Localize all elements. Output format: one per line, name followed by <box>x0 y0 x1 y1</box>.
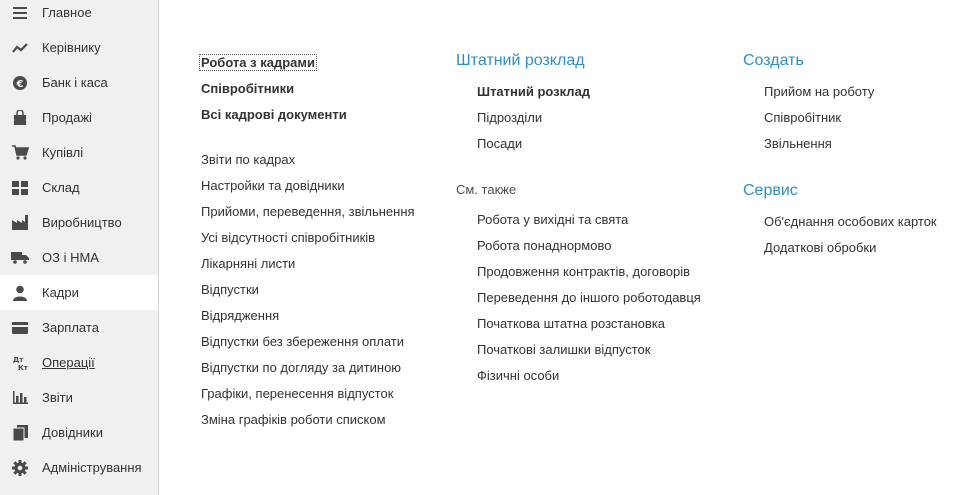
sidebar-item-purchases[interactable] <box>0 135 158 170</box>
sidebar-item-label: Продажі <box>42 110 92 125</box>
sidebar-item-operations[interactable] <box>0 345 158 380</box>
sidebar-item-hr[interactable] <box>0 275 158 310</box>
link-all-absences[interactable]: Усі відсутності співробітників <box>201 230 376 245</box>
link-departments[interactable]: Підрозділи <box>477 110 543 125</box>
link-employees[interactable]: Співробітники <box>201 81 295 96</box>
sidebar-item-salary[interactable] <box>0 310 158 345</box>
coin-icon <box>11 74 29 92</box>
link-vacations[interactable]: Відпустки <box>201 282 259 297</box>
sidebar-item-assets[interactable] <box>0 240 158 275</box>
link-contract-extension[interactable]: Продовження контрактів, договорів <box>477 264 691 279</box>
sidebar-item-label: Склад <box>42 180 80 195</box>
sidebar <box>0 0 159 495</box>
sidebar-item-label: Звіти <box>42 390 73 405</box>
sidebar-item-label: Виробництво <box>42 215 122 230</box>
link-create-hiring[interactable]: Прийом на роботу <box>764 84 875 99</box>
svg-text:€: € <box>16 78 24 90</box>
sidebar-item-main[interactable] <box>0 0 158 30</box>
sidebar-item-label: Зарплата <box>42 320 99 335</box>
link-settings-directories[interactable]: Настройки та довідники <box>201 178 345 193</box>
heading-service: Сервис <box>743 182 798 199</box>
factory-icon <box>11 214 29 232</box>
person-icon <box>11 284 29 302</box>
sidebar-item-label: Кадри <box>42 285 79 300</box>
sidebar-item-label: Операції <box>42 355 95 370</box>
hr-section-panel <box>160 0 959 495</box>
heading-create: Создать <box>743 52 804 69</box>
link-childcare-leave[interactable]: Відпустки по догляду за дитиною <box>201 360 402 375</box>
link-unpaid-leave[interactable]: Відпустки без збереження оплати <box>201 334 404 349</box>
link-hr-work[interactable]: Робота з кадрами <box>201 55 315 70</box>
link-weekend-work[interactable]: Робота у вихідні та свята <box>477 212 629 227</box>
sidebar-item-production[interactable] <box>0 205 158 240</box>
sidebar-item-label: Банк і каса <box>42 75 108 90</box>
sidebar-item-warehouse[interactable] <box>0 170 158 205</box>
sidebar-item-label: Довідники <box>42 425 103 440</box>
shopping-bag-icon <box>11 109 29 127</box>
truck-icon <box>11 249 29 267</box>
link-initial-vacation-balances[interactable]: Початкові залишки відпусток <box>477 342 651 357</box>
link-hiring-transfers-dismissals[interactable]: Прийоми, переведення, звільнення <box>201 204 415 219</box>
link-hr-reports[interactable]: Звіти по кадрах <box>201 152 296 167</box>
sidebar-item-label: ОЗ і НМА <box>42 250 99 265</box>
sidebar-item-manager[interactable] <box>0 30 158 65</box>
sidebar-item-label: Керівнику <box>42 40 101 55</box>
link-vacation-schedules[interactable]: Графіки, перенесення відпусток <box>201 386 394 401</box>
link-create-dismissal[interactable]: Звільнення <box>764 136 832 151</box>
link-all-hr-documents[interactable]: Всі кадрові документи <box>201 107 347 122</box>
link-business-trips[interactable]: Відрядження <box>201 308 280 323</box>
grid-icon <box>11 179 29 197</box>
cart-icon <box>11 144 29 162</box>
bar-chart-icon <box>11 389 29 407</box>
link-sick-leaves[interactable]: Лікарняні листи <box>201 256 296 271</box>
svg-text:Дт: Дт <box>13 355 24 364</box>
sidebar-item-directories[interactable] <box>0 415 158 450</box>
trend-icon <box>11 39 29 57</box>
link-create-employee[interactable]: Співробітник <box>764 110 842 125</box>
see-also-label: См. также <box>456 182 517 197</box>
books-icon <box>11 424 29 442</box>
sidebar-item-label: Главное <box>42 5 92 20</box>
link-additional-processing[interactable]: Додаткові обробки <box>764 240 877 255</box>
link-transfer-to-employer[interactable]: Переведення до іншого роботодавця <box>477 290 701 305</box>
menu-icon <box>11 4 29 22</box>
sidebar-item-label: Купівлі <box>42 145 84 160</box>
heading-staffing: Штатний розклад <box>456 52 585 69</box>
wallet-icon <box>11 319 29 337</box>
link-individuals[interactable]: Фізичні особи <box>477 368 560 383</box>
svg-text:Кт: Кт <box>18 363 28 371</box>
gear-icon <box>11 459 29 477</box>
link-positions[interactable]: Посади <box>477 136 523 151</box>
link-staffing-table[interactable]: Штатний розклад <box>477 84 591 99</box>
sidebar-item-sales[interactable] <box>0 100 158 135</box>
link-overtime[interactable]: Робота понаднормово <box>477 238 612 253</box>
link-merge-personal-cards[interactable]: Об'єднання особових карток <box>764 214 937 229</box>
sidebar-item-label: Адміністрування <box>42 460 142 475</box>
dt-kt-icon <box>11 354 29 372</box>
link-change-work-schedules[interactable]: Зміна графіків роботи списком <box>201 412 386 427</box>
sidebar-item-reports[interactable] <box>0 380 158 415</box>
sidebar-item-bank[interactable] <box>0 65 158 100</box>
sidebar-item-administration[interactable] <box>0 450 158 485</box>
link-initial-staffing[interactable]: Початкова штатна розстановка <box>477 316 665 331</box>
